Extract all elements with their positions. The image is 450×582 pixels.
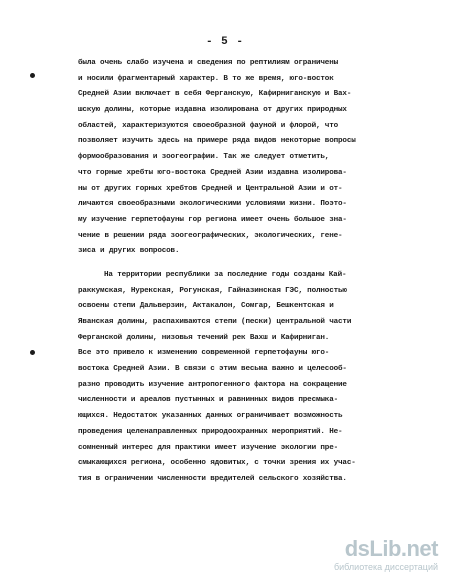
text-line: раккумская, Нурекская, Рогунская, Гайназинская ГЭС, полностью <box>78 286 347 295</box>
text-line <box>78 488 423 504</box>
text-line: освоены степи Дальверзин, Актакалон, Сомгар, Бешкентская и <box>78 302 334 311</box>
paragraph-gap <box>78 260 423 268</box>
text-line: личаются своеобразными экологическими условиями жизни. Поэто- <box>78 200 347 209</box>
text-line: На территории республики за последние годы созданы Кай- <box>104 270 347 279</box>
text-line: сомненный интерес для практики имеет изучение экологии пре- <box>78 443 339 452</box>
text-line: Ферганской долины, низовья течений рек Вахш и Кафирниган. <box>78 333 330 342</box>
text-line: смыкающихся региона, особенно ядовитых, с точки зрения их учас- <box>78 459 356 468</box>
page-number: - 5 - <box>205 36 244 48</box>
text-line: Яванская долины, распахиваются степи (пески) центральной части <box>78 318 352 326</box>
text-line: что горные хребты юго-востока Средней Азии издавна изолирова- <box>78 168 347 177</box>
text-line: Средней Азии включает в себя Ферганскую, Кафирниганскую и Вах- <box>78 90 352 99</box>
text-line: му изучение герпетофауны гор региона имеет очень большое зна- <box>78 215 347 224</box>
text-line: областей, характеризуются своеобразной фауной и флорой, что <box>78 121 339 130</box>
margin-mark <box>30 350 35 355</box>
watermark-logo: dsLib.net <box>344 536 438 561</box>
text-line: Все это привело к изменению современной герпетофауны юго- <box>78 349 330 358</box>
text-line: чение в решении ряда зоогеографических, экологических, гене- <box>78 231 343 240</box>
text-line: численности и ареалов пустынных и равнинных видов пресмыка- <box>78 396 339 405</box>
text-line: ны от других горных хребтов Средней и Центральной Азии и от- <box>78 184 343 193</box>
margin-mark <box>30 73 35 78</box>
text-line: шскую долины, которые издавна изолирована от других природных <box>78 106 347 115</box>
text-line: тия в ограничении численности вредителей сельского хозяйства. <box>78 474 347 483</box>
watermark-subtitle: библиотека диссертаций <box>333 562 438 572</box>
text-line: была очень слабо изучена и сведения по рептилиям ограничены <box>78 59 339 67</box>
site-watermark <box>302 536 442 576</box>
text-line: зиса и других вопросов. <box>78 247 180 256</box>
text-line: проведения целенаправленных природоохранных мероприятий. Не- <box>78 427 343 436</box>
text-line: и носили фрагментарный характер. В то же время, юго-восток <box>78 74 334 83</box>
text-line: востока Средней Азии. В связи с этим весьма важно и целесооб- <box>78 365 347 374</box>
text-line: разно проводить изучение антропогенного фактора на сокращение <box>78 380 347 389</box>
text-line: позволяет изучить здесь на примере ряда видов некоторые вопросы <box>78 137 356 146</box>
text-line: формообразования и зоогеографии. Так же следует отметить, <box>78 153 330 162</box>
body-text <box>78 56 423 503</box>
text-line: ющихся. Недостаток указанных данных ограничивает возможность <box>78 412 343 421</box>
